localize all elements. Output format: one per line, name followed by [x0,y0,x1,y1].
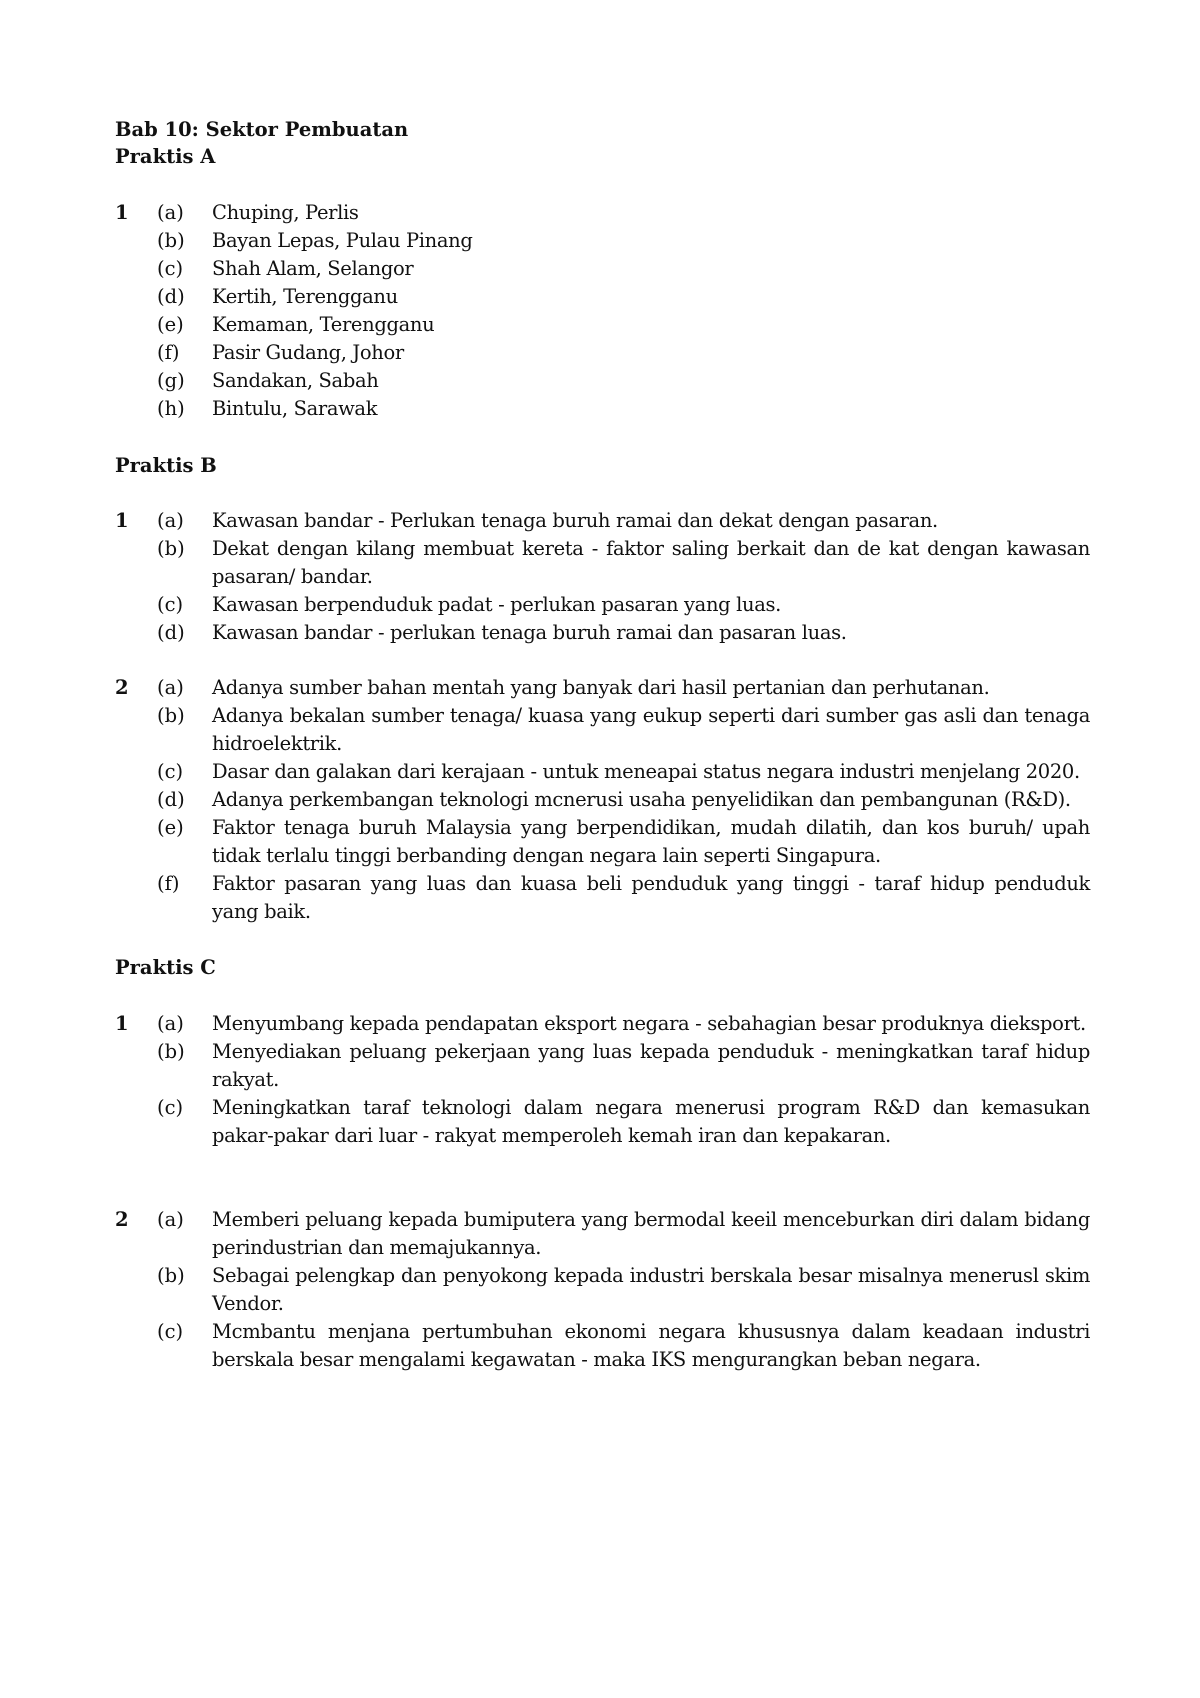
answer-item [115,507,1090,535]
answer-text: Bintulu, Sarawak [212,397,378,420]
answer-label: (a) [157,509,184,532]
answer-text: Adanya bekalan sumber tenaga/ kuasa yang eukup seperti dari sumber gas asli dan tenaga hidroelektrik. [212,704,1090,755]
answer-text: Kawasan bandar - perlukan tenaga buruh ramai dan pasaran luas. [212,621,847,644]
answer-label: (d) [157,621,185,644]
answer-item [115,702,1090,758]
answer-label: (a) [157,1012,184,1035]
answer-item [115,339,1090,367]
answer-label: (h) [157,397,185,420]
answer-label: (b) [157,229,185,252]
answer-label: (g) [157,369,185,392]
answer-item [115,619,1090,647]
section-heading: Praktis B [115,454,217,477]
answer-item [115,255,1090,283]
answer-text: Dasar dan galakan dari kerajaan - untuk meneapai status negara industri menjelang 2020. [212,760,1080,783]
answer-item [115,814,1090,870]
answer-label: (c) [157,1096,184,1119]
question-number: 2 [115,1208,129,1231]
answer-text: Sebagai pelengkap dan penyokong kepada industri berskala besar misalnya menerusl skim Vendor. [212,1264,1090,1315]
answer-item [115,1038,1090,1094]
answer-label: (b) [157,1264,185,1287]
question-number: 1 [115,1012,129,1035]
answer-label: (a) [157,676,184,699]
answer-label: (c) [157,760,184,783]
section-heading: Praktis C [115,956,216,979]
question-number: 1 [115,509,129,532]
answer-item [115,1318,1090,1374]
answer-text: Menyediakan peluang pekerjaan yang luas kepada penduduk - meningkatkan taraf hidup rakyat. [212,1040,1090,1091]
answer-text: Dekat dengan kilang membuat kereta - faktor saling berkait dan de kat dengan kawasan pasaran/ bandar. [212,537,1090,588]
answer-label: (e) [157,816,184,839]
question-number: 2 [115,676,129,699]
answer-item [115,227,1090,255]
answer-text: Chuping, Perlis [212,201,359,224]
answer-item [115,1262,1090,1318]
question-block [115,674,1090,926]
page-title: Bab 10: Sektor Pembuatan [115,118,409,141]
answer-text: Kawasan bandar - Perlukan tenaga buruh ramai dan dekat dengan pasaran. [212,509,938,532]
answer-item [115,199,1090,227]
answer-item [115,591,1090,619]
answer-label: (a) [157,1208,184,1231]
question-number: 1 [115,201,129,224]
answer-text: Bayan Lepas, Pulau Pinang [212,229,473,252]
answer-label: (b) [157,537,185,560]
answer-text: Adanya sumber bahan mentah yang banyak dari hasil pertanian dan perhutanan. [212,676,990,699]
question-block [115,507,1090,647]
answer-item [115,1094,1090,1150]
answer-label: (c) [157,257,184,280]
question-block [115,1010,1090,1150]
answer-label: (d) [157,285,185,308]
answer-item [115,367,1090,395]
answer-text: Kawasan berpenduduk padat - perlukan pasaran yang luas. [212,593,782,616]
answer-item [115,535,1090,591]
answer-text: Menyumbang kepada pendapatan eksport negara - sebahagian besar produknya dieksport. [212,1012,1086,1035]
answer-item [115,758,1090,786]
answer-text: Memberi peluang kepada bumiputera yang bermodal keeil menceburkan diri dalam bidang perindustrian dan memajukannya. [212,1208,1090,1259]
answer-text: Kertih, Terengganu [212,285,398,308]
answer-label: (f) [157,872,180,895]
answer-text: Kemaman, Terengganu [212,313,435,336]
answer-text: Faktor pasaran yang luas dan kuasa beli penduduk yang tinggi - taraf hidup penduduk yang baik. [212,872,1090,923]
answer-item [115,674,1090,702]
question-block [115,199,1090,423]
answer-text: Mcmbantu menjana pertumbuhan ekonomi negara khususnya dalam keadaan industri berskala besar mengalami kegawatan - maka IKS mengurangkan beban negara. [212,1320,1090,1371]
answer-text: Pasir Gudang, Johor [212,341,404,364]
answer-item [115,1206,1090,1262]
answer-text: Adanya perkembangan teknologi mcnerusi usaha penyelidikan dan pembangunan (R&D). [212,788,1071,811]
answer-item [115,283,1090,311]
title-block [115,116,408,170]
answer-item [115,311,1090,339]
question-block [115,1206,1090,1374]
answer-text: Sandakan, Sabah [212,369,379,392]
answer-item [115,1010,1090,1038]
answer-text: Faktor tenaga buruh Malaysia yang berpendidikan, mudah dilatih, dan kos buruh/ upah tidak terlalu tinggi berbanding dengan negara lain seperti Singapura. [212,816,1090,867]
answer-label: (b) [157,704,185,727]
answer-label: (d) [157,788,185,811]
answer-item [115,870,1090,926]
answer-text: Meningkatkan taraf teknologi dalam negara menerusi program R&D dan kemasukan pakar-pakar dari luar - rakyat memperoleh kemah iran dan kepakaran. [212,1096,1090,1147]
answer-label: (c) [157,593,184,616]
answer-label: (c) [157,1320,184,1343]
answer-item [115,786,1090,814]
section-heading: Praktis A [115,145,216,168]
answer-label: (e) [157,313,184,336]
answer-label: (a) [157,201,184,224]
answer-text: Shah Alam, Selangor [212,257,414,280]
answer-label: (f) [157,341,180,364]
answer-item [115,395,1090,423]
answer-label: (b) [157,1040,185,1063]
